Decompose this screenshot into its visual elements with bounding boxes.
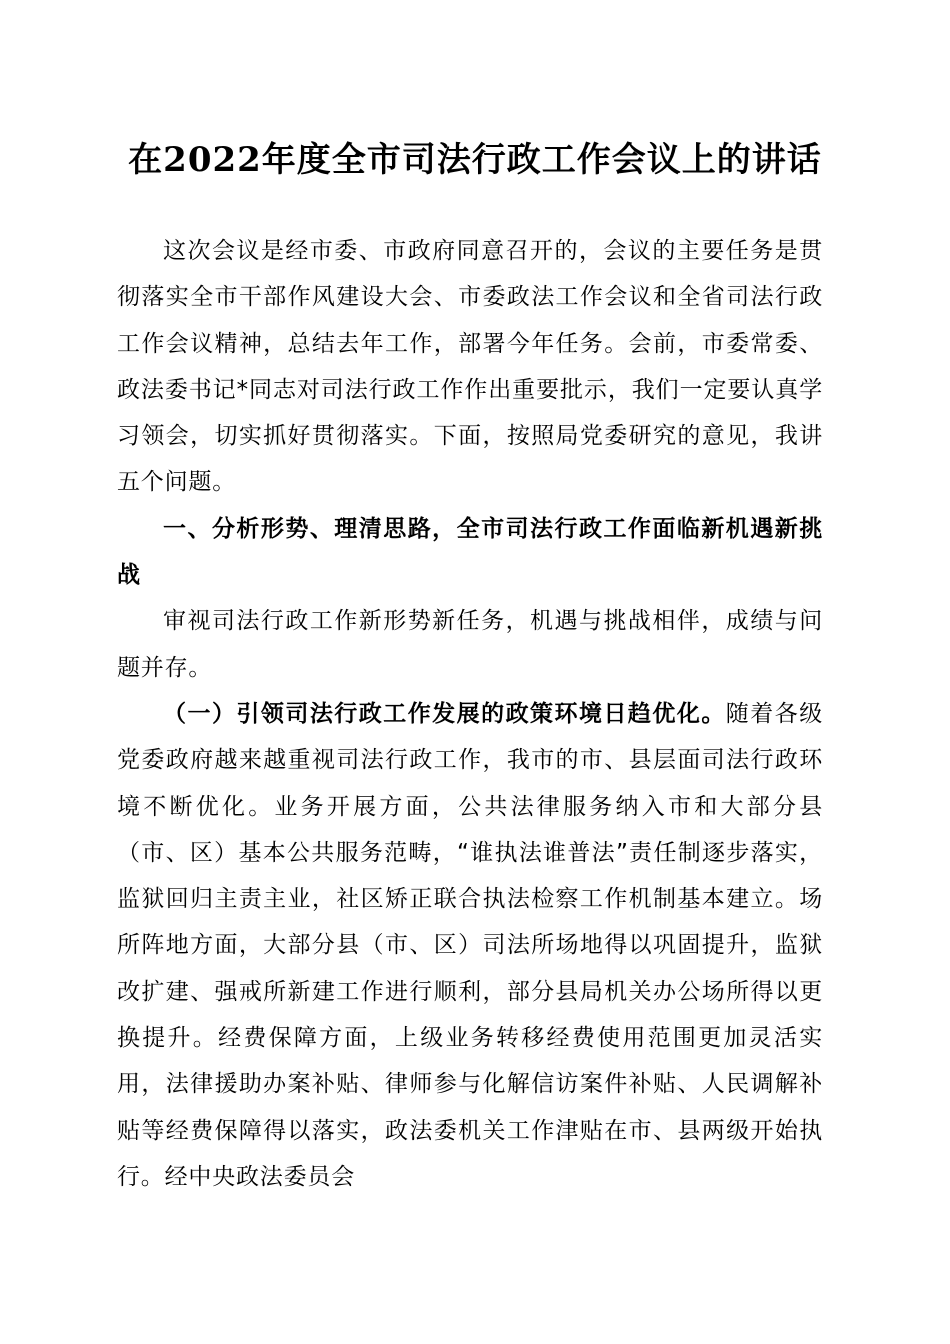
document-body — [117, 228, 823, 1200]
subsection-text-1: 随着各级党委政府越来越重视司法行政工作，我市的市、县层面司法行政环境不断优化。业务开展方面，公共法律服务纳入市和大部分县（市、区）基本公共服务范畴，“谁执法谁普法”责任制逐步落实，监狱回归主责主业，社区矫正联合执法检察工作机制基本建立。场所阵地方面，大部分县（市、区）司法所场地得以巩固提升，监狱改扩建、强戒所新建工作进行顺利，部分县局机关办公场所得以更换提升。经费保障方面，上级业务转移经费使用范围更加灵活实用，法律援助办案补贴、律师参与化解信访案件补贴、人民调解补贴等经费保障得以落实，政法委机关工作津贴在市、县两级开始执行。经中央政法委员会 — [117, 700, 824, 1190]
paragraph-policy-environment — [117, 691, 823, 1200]
subsection-lead-1: （一）引领司法行政工作发展的政策环境日趋优化。 — [163, 700, 726, 727]
document-title: 在2022年度全市司法行政工作会议上的讲话 — [128, 140, 822, 180]
paragraph-intro: 这次会议是经市委、市政府同意召开的，会议的主要任务是贯彻落实全市干部作风建设大会、市委政法工作会议和全省司法行政工作会议精神，总结去年工作，部署今年任务。会前，市委常委、政法委书记*同志对司法行政工作作出重要批示，我们一定要认真学习领会，切实抓好贯彻落实。下面，按照局党委研究的意见，我讲五个问题。 — [117, 238, 823, 496]
section-heading-1: 一、分析形势、理清思路，全市司法行政工作面临新机遇新挑战 — [117, 515, 823, 589]
paragraph-overview: 审视司法行政工作新形势新任务，机遇与挑战相伴，成绩与问题并存。 — [117, 608, 823, 681]
